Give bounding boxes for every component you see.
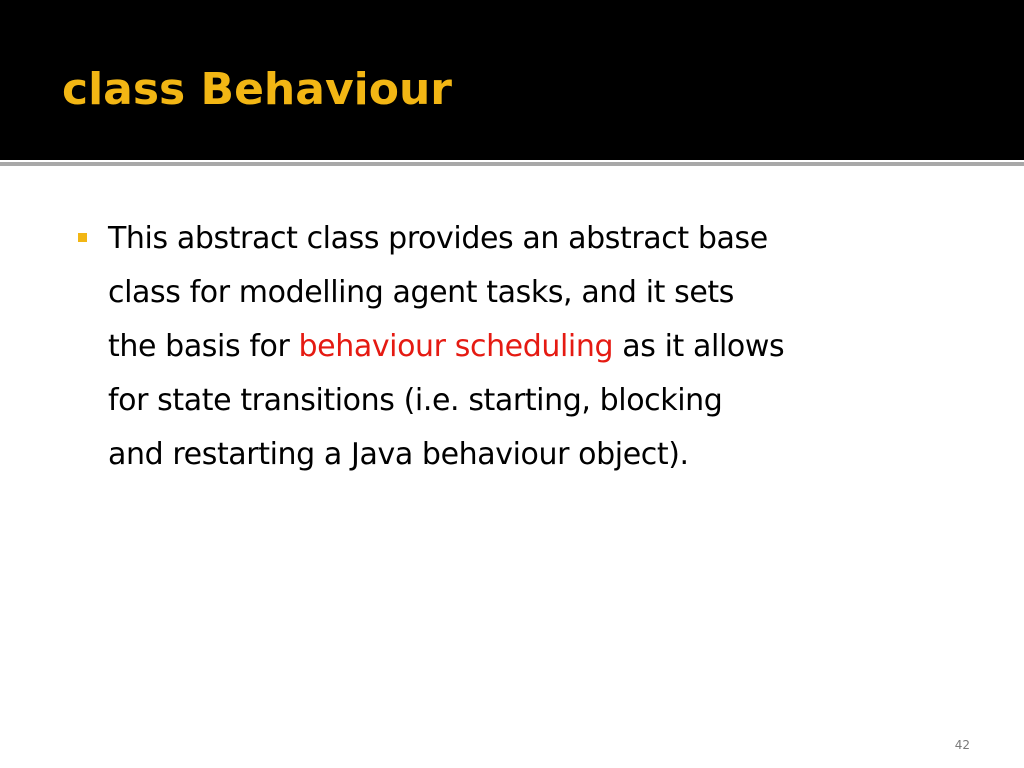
title-band xyxy=(0,0,1024,160)
square-bullet-icon xyxy=(78,233,87,242)
slide-title: class Behaviour xyxy=(62,64,452,115)
slide-number: 42 xyxy=(954,738,970,752)
title-divider xyxy=(0,162,1024,166)
bullet-text xyxy=(108,212,978,482)
bullet-line-3-before: the basis for xyxy=(108,329,299,364)
bullet-line-2: class for modelling agent tasks, and it sets xyxy=(108,275,735,310)
bullet-line-1: This abstract class provides an abstract base xyxy=(108,221,768,256)
highlighted-term: behaviour scheduling xyxy=(298,329,614,364)
bullet-line-4: for state transitions (i.e. starting, blocking xyxy=(108,383,723,418)
bullet-line-5: and restarting a Java behaviour object). xyxy=(108,437,689,472)
slide-content xyxy=(78,212,978,482)
bullet-item xyxy=(78,212,978,482)
bullet-line-3-after: as it allows xyxy=(613,329,785,364)
